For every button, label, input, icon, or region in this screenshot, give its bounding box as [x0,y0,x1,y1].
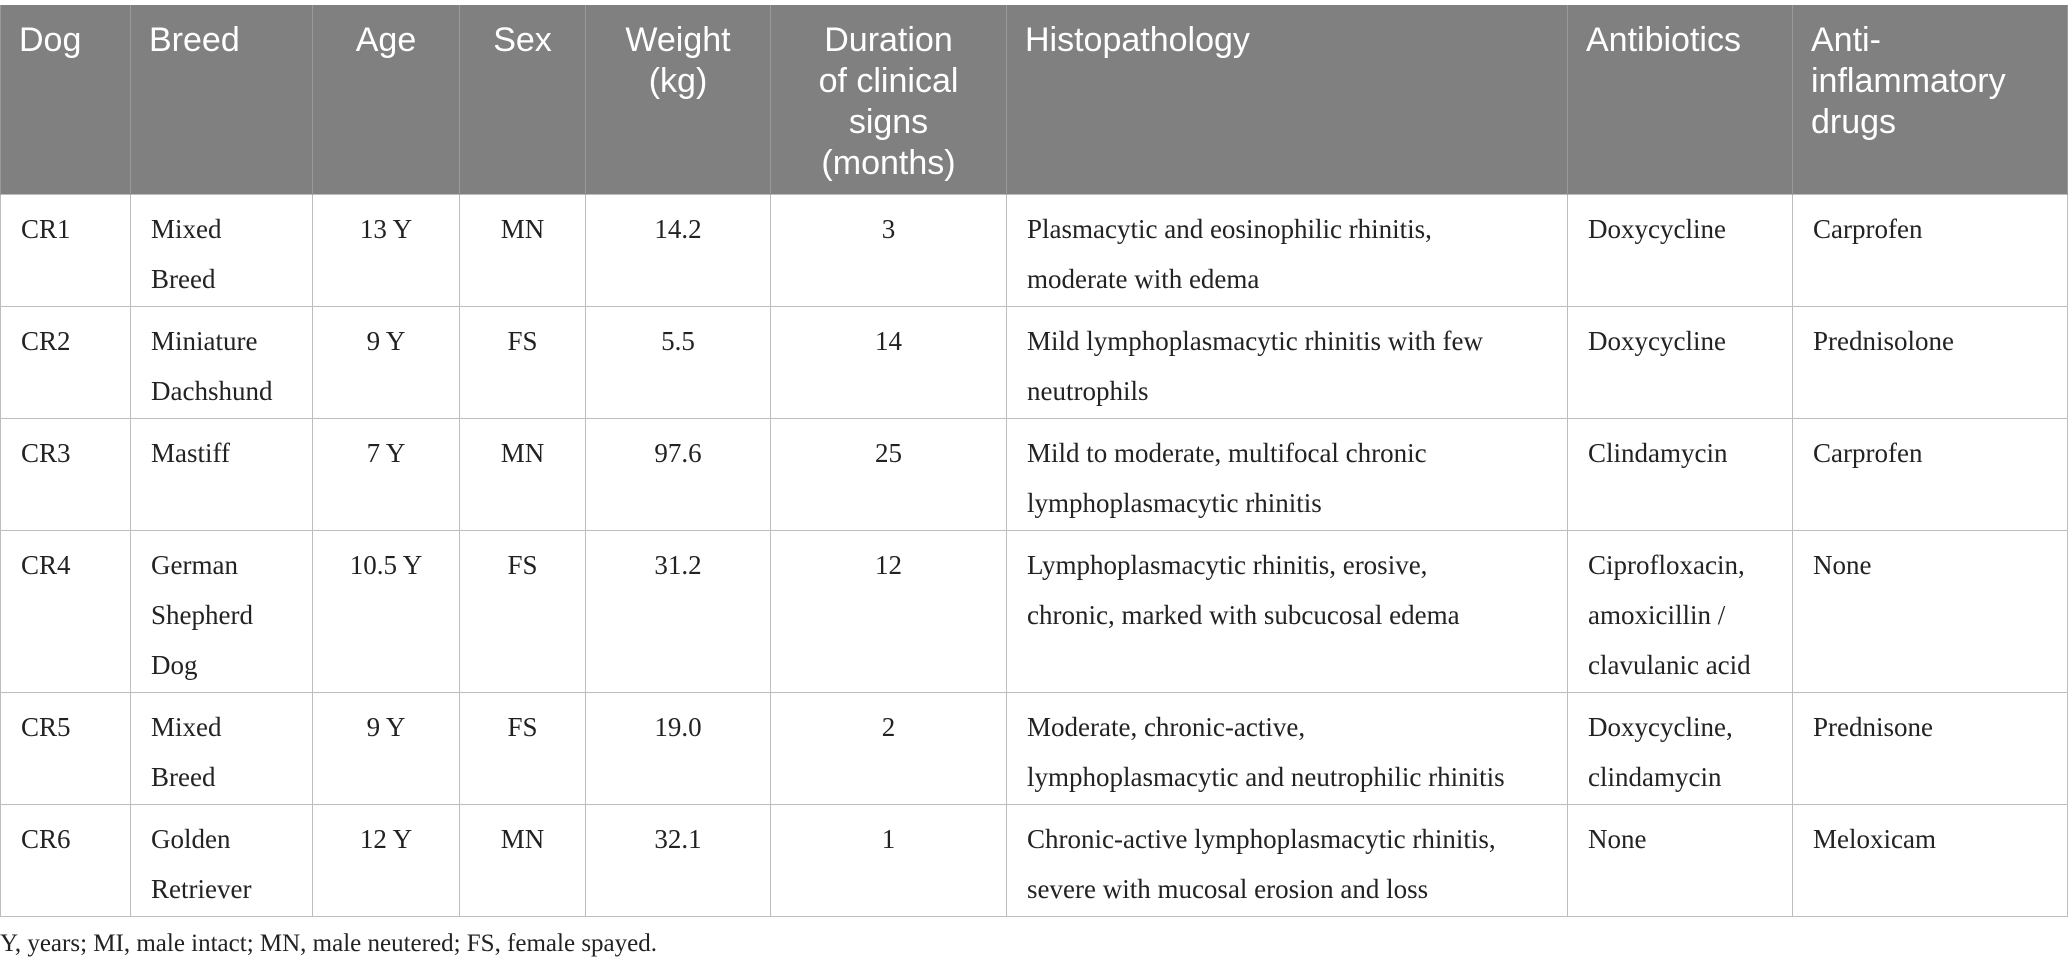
cell-age: 7 Y [313,419,460,531]
cell-age: 13 Y [313,195,460,307]
header-sex: Sex [460,5,586,195]
cell-antibiotics: Ciprofloxacin, amoxicillin / clavulanic acid [1568,531,1793,693]
cell-histopathology: Chronic-active lymphoplasmacytic rhinitis, severe with mucosal erosion and loss [1007,805,1568,917]
data-table-container [0,5,2067,917]
cell-weight: 31.2 [586,531,771,693]
header-duration: Duration of clinical signs (months) [771,5,1007,195]
cell-sex: MN [460,195,586,307]
cell-breed: Mastiff [131,419,313,531]
cell-duration: 12 [771,531,1007,693]
cell-anti-inflammatory: Carprofen [1793,419,2068,531]
cell-age: 9 Y [313,693,460,805]
table-footnote: Y, years; MI, male intact; MN, male neutered; FS, female spayed. [0,930,657,957]
table-row [1,195,2068,307]
cell-dog: CR5 [1,693,131,805]
cell-sex: MN [460,419,586,531]
header-histopathology: Histopathology [1007,5,1568,195]
header-row [1,5,2068,195]
header-weight: Weight (kg) [586,5,771,195]
cell-weight: 32.1 [586,805,771,917]
cell-dog: CR6 [1,805,131,917]
cell-breed: Miniature Dachshund [131,307,313,419]
cell-dog: CR2 [1,307,131,419]
cell-duration: 14 [771,307,1007,419]
cell-sex: FS [460,693,586,805]
cell-breed: Golden Retriever [131,805,313,917]
header-anti-inflammatory: Anti- inflammatory drugs [1793,5,2068,195]
cell-histopathology: Plasmacytic and eosinophilic rhinitis, moderate with edema [1007,195,1568,307]
cell-histopathology: Mild to moderate, multifocal chronic lymphoplasmacytic rhinitis [1007,419,1568,531]
cell-weight: 14.2 [586,195,771,307]
cell-sex: FS [460,531,586,693]
header-dog: Dog [1,5,131,195]
cell-antibiotics: Clindamycin [1568,419,1793,531]
cell-breed: German Shepherd Dog [131,531,313,693]
cell-sex: FS [460,307,586,419]
cell-duration: 2 [771,693,1007,805]
cell-anti-inflammatory: None [1793,531,2068,693]
table-row [1,805,2068,917]
cell-weight: 97.6 [586,419,771,531]
cell-age: 12 Y [313,805,460,917]
cell-antibiotics: None [1568,805,1793,917]
cell-histopathology: Mild lymphoplasmacytic rhinitis with few neutrophils [1007,307,1568,419]
cell-antibiotics: Doxycycline [1568,195,1793,307]
cell-age: 10.5 Y [313,531,460,693]
table-row [1,531,2068,693]
cell-dog: CR3 [1,419,131,531]
cell-age: 9 Y [313,307,460,419]
cell-weight: 19.0 [586,693,771,805]
header-age: Age [313,5,460,195]
header-antibiotics: Antibiotics [1568,5,1793,195]
cell-duration: 1 [771,805,1007,917]
cell-histopathology: Lymphoplasmacytic rhinitis, erosive, chronic, marked with subcucosal edema [1007,531,1568,693]
cell-weight: 5.5 [586,307,771,419]
cell-dog: CR4 [1,531,131,693]
cell-anti-inflammatory: Carprofen [1793,195,2068,307]
cell-duration: 25 [771,419,1007,531]
cell-anti-inflammatory: Prednisone [1793,693,2068,805]
cell-dog: CR1 [1,195,131,307]
cell-duration: 3 [771,195,1007,307]
cell-sex: MN [460,805,586,917]
table-row [1,693,2068,805]
cell-anti-inflammatory: Prednisolone [1793,307,2068,419]
header-breed: Breed [131,5,313,195]
cell-antibiotics: Doxycycline [1568,307,1793,419]
cell-antibiotics: Doxycycline, clindamycin [1568,693,1793,805]
cell-breed: Mixed Breed [131,693,313,805]
cell-breed: Mixed Breed [131,195,313,307]
dog-clinical-table [0,5,2068,917]
table-row [1,419,2068,531]
cell-anti-inflammatory: Meloxicam [1793,805,2068,917]
table-row [1,307,2068,419]
cell-histopathology: Moderate, chronic-active, lymphoplasmacytic and neutrophilic rhinitis [1007,693,1568,805]
